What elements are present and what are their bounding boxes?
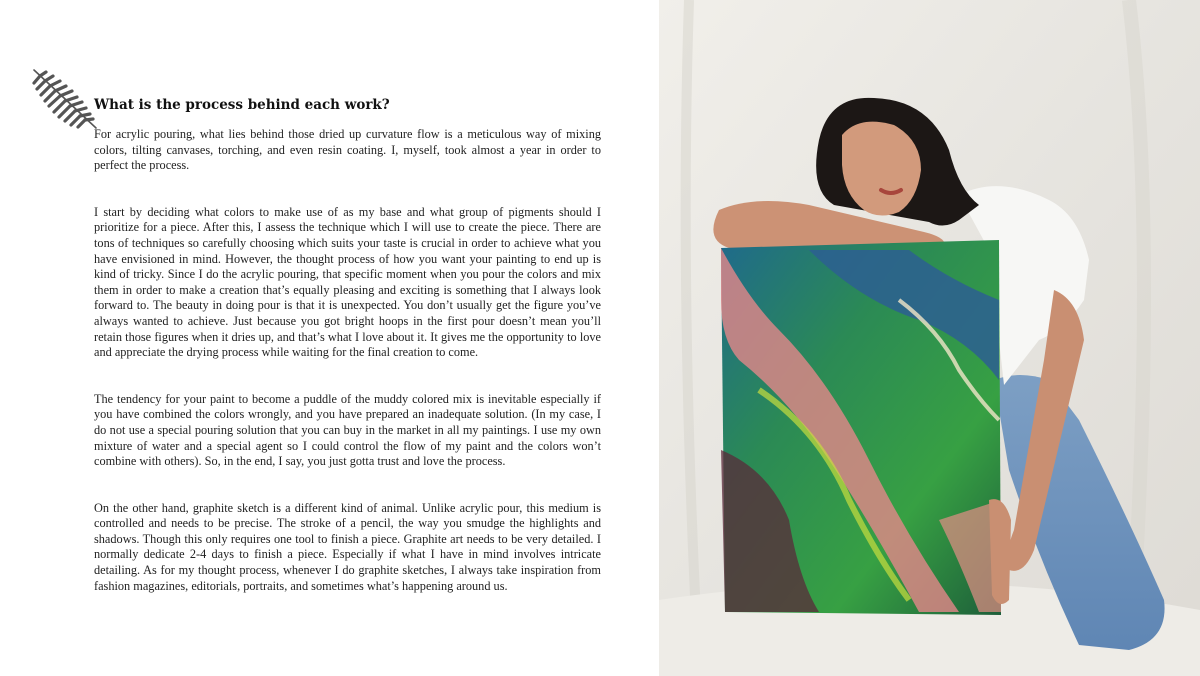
artist-photo [659,0,1200,676]
paragraph-2: I start by deciding what colors to make use of as my base and what group of pigments should I prioritize for a piece. After this, I assess the technique which I will use to create the piece. There are tons of techniques so carefully choosing which suits your taste is crucial in order to achieve what you have envisioned in mind. However, the thought process of how you want your painting to end up is kind of tricky. Since I do the acrylic pouring, that specific moment when you pour the colors and mix them in order to make a creation that’s equally pleasing and exciting is something that I always look forward to. The beauty in doing pour is that it is unexpected. You don’t usually get the figure you’ve always wanted to achieve. Just because you got bright hoops in the first pour doesn’t mean you’ll retain those figures when it dries up, and that’s what I love about it. It gives me the opportunity to love and appreciate the drying process while waiting for the final creation to come. [94,204,601,360]
paragraph-1: For acrylic pouring, what lies behind those dried up curvature flow is a meticulous way of mixing colors, tilting canvases, torching, and even resin coating. I, myself, took almost a year in order to perfect the process. [94,127,601,173]
article-heading: What is the process behind each work? [94,97,390,113]
paragraph-3: The tendency for your paint to become a puddle of the muddy colored mix is inevitable especially if you have combined the colors wrongly, and you have prepared an inadequate solution. (In my case, I do not use a special pouring solution that you can buy in the market in all my paintings. I use my own mixture of water and a special agent so I could control the flow of my paint and the colors won’t combine with others). So, in the end, I say, you just gotta trust and love the process. [94,391,601,469]
photo-page [659,0,1200,676]
paragraph-4: On the other hand, graphite sketch is a different kind of animal. Unlike acrylic pour, this medium is controlled and needs to be precise. The stroke of a pencil, the way you smudge the highlights and shadows. Though this only requires one tool to finish a piece. Graphite art needs to be very detailed. I normally dedicate 2-4 days to finish a piece. Especially if what I have in mind involves intricate detailing. As for my thought process, whenever I do graphite sketches, I always take inspiration from fashion magazines, editorials, portraits, and sometimes what’s happening around us. [94,500,601,593]
article-body [94,127,601,594]
fern-leaf-icon [28,66,100,136]
